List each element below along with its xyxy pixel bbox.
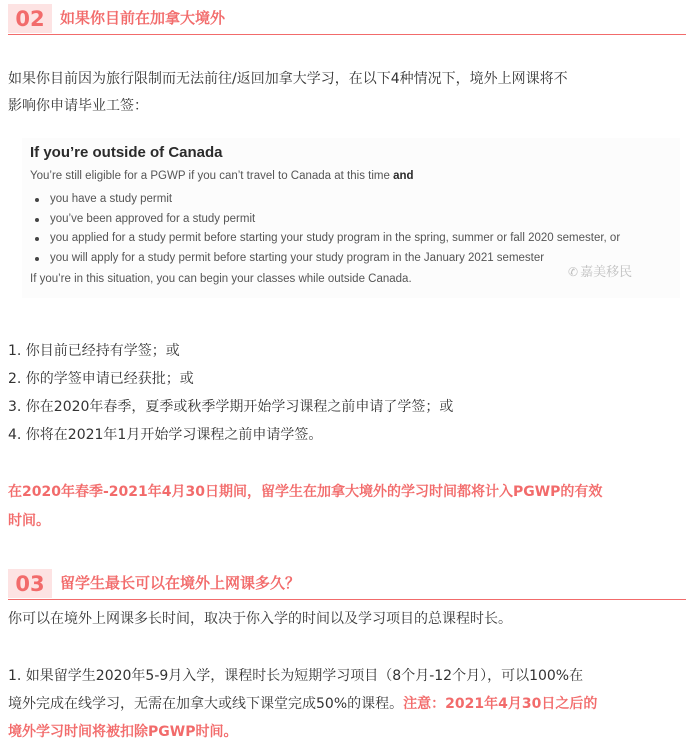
list-item: you have a study permit	[30, 190, 620, 210]
intro-line: 如果你目前因为旅行限制而无法前往/返回加拿大学习，在以下4种情况下，境外上网课将不	[8, 71, 568, 87]
intro-line: 影响你申请毕业工签：	[8, 98, 148, 114]
watermark-text: 嘉美移民	[580, 264, 633, 279]
item-plain-text: 境外完成在线学习，无需在加拿大或线下课堂完成50%的课程。	[8, 696, 404, 712]
condition-item: 1. 你目前已经持有学签；或	[8, 343, 180, 359]
list-item: you applied for a study permit before starting your study program in the spring, summer or fall 2020 semester, or	[30, 229, 620, 249]
section-title: 留学生最长可以在境外上网课多久？	[60, 574, 301, 592]
condition-item: 2. 你的学签申请已经获批；或	[8, 371, 194, 387]
watermark	[568, 261, 632, 280]
snapshot-bullet-list	[30, 190, 620, 268]
highlight-note	[8, 478, 690, 536]
section3-item-1	[8, 662, 690, 746]
list-item: you’ve been approved for a study permit	[30, 210, 620, 230]
list-item: you will apply for a study permit before starting your study program in the January 2021 semester	[30, 249, 620, 269]
highlight-note-line: 在2020年春季-2021年4月30日期间，留学生在加拿大境外的学习时间都将计入PGWP的有效	[8, 484, 603, 500]
section-number-badge: 03	[8, 569, 52, 598]
condition-item: 3. 你在2020年春季，夏季或秋季学期开始学习课程之前申请了学签；或	[8, 399, 454, 415]
snapshot-lead	[30, 170, 414, 182]
snapshot-lead-text: You’re still eligible for a PGWP if you can’t travel to Canada at this time	[30, 170, 390, 182]
item-line	[8, 690, 690, 718]
snapshot-heading: If you’re outside of Canada	[30, 144, 223, 161]
snapshot-footer: If you’re in this situation, you can begin your classes while outside Canada.	[30, 273, 412, 285]
condition-item: 4. 你将在2021年1月开始学习课程之前申请学签。	[8, 427, 323, 443]
embedded-ircc-snapshot	[22, 138, 680, 298]
item-line: 1. 如果留学生2020年5-9月入学，课程时长为短期学习项目（8个月-12个月），可以100%在	[8, 668, 584, 684]
section-header-03	[8, 569, 686, 600]
section-header-02	[8, 4, 686, 35]
wechat-icon: ✆	[568, 265, 579, 279]
highlight-note-line: 时间。	[8, 513, 50, 529]
section-title: 如果你目前在加拿大境外	[60, 9, 226, 27]
item-highlight-line: 境外学习时间将被扣除PGWP时间。	[8, 724, 238, 740]
section-number-badge: 02	[8, 4, 52, 33]
section3-intro: 你可以在境外上网课多长时间，取决于你入学的时间以及学习项目的总课程时长。	[8, 611, 512, 627]
item-highlight-text: 注意：2021年4月30日之后的	[403, 696, 598, 712]
intro-paragraph	[8, 66, 690, 120]
snapshot-lead-bold: and	[393, 170, 414, 182]
